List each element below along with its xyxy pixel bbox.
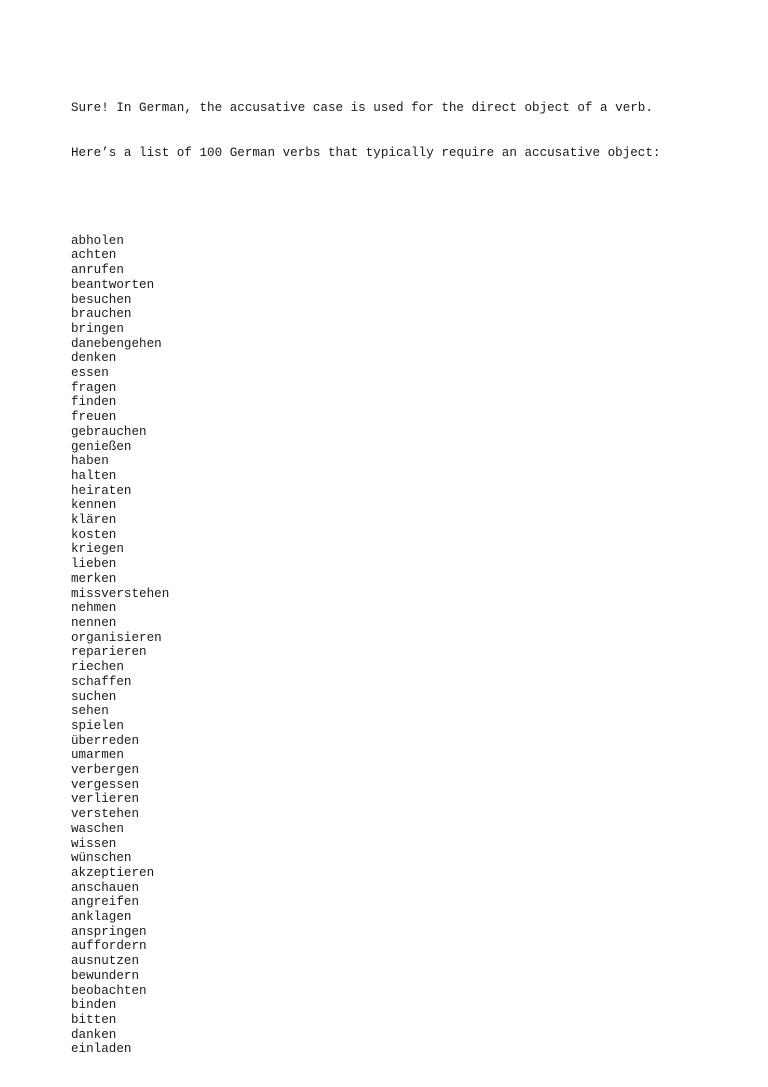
verb-item: beobachten [71,983,147,998]
verb-item: heiraten [71,483,132,498]
verb-item: genießen [71,439,132,454]
verb-item: bewundern [71,968,140,983]
verb-item: akzeptieren [71,865,155,880]
verb-item: danken [71,1027,117,1042]
verb-item: abholen [71,233,124,248]
verb-item: vergessen [71,777,140,792]
verb-item: suchen [71,689,117,704]
verb-item: bringen [71,321,124,336]
verb-item: nennen [71,616,117,630]
verb-list [71,234,660,1057]
verb-item: sehen [71,704,109,719]
verb-item: klären [71,513,117,528]
verb-item: wünschen [71,851,132,866]
verb-item: wissen [71,836,117,851]
document-text [71,72,660,1087]
verb-item: nehmen [71,601,117,616]
verb-item: merken [71,571,117,586]
verb-item: bitten [71,1012,117,1027]
verb-item: missverstehen [71,586,170,601]
verb-item: beantworten [71,277,155,292]
verb-item: verstehen [71,807,140,822]
verb-item: achten [71,248,117,263]
verb-item: angreifen [71,895,140,910]
verb-item: riechen [71,660,124,675]
verb-item: anschauen [71,880,140,895]
verb-item: kennen [71,498,117,513]
verb-item: auffordern [71,939,147,954]
verb-item: brauchen [71,307,132,322]
verb-item: überreden [71,733,140,748]
verb-item: danebengehen [71,336,162,351]
verb-item: verbergen [71,763,140,778]
verb-item: verlieren [71,792,140,807]
verb-item: fragen [71,380,117,395]
verb-item: kriegen [71,542,124,557]
verb-item: kosten [71,527,117,542]
intro-line-2: Here’s a list of 100 German verbs that typically require an accusative object: [71,145,661,160]
verb-item: anklagen [71,910,132,925]
verb-item: essen [71,366,109,381]
verb-item: denken [71,351,117,366]
verb-item: waschen [71,821,124,836]
verb-item: anspringen [71,924,147,939]
verb-item: finden [71,395,117,410]
verb-item: ausnutzen [71,954,140,969]
verb-item: lieben [71,557,117,572]
intro-line-1: Sure! In German, the accusative case is used for the direct object of a verb. [71,101,653,116]
verb-item: halten [71,468,117,483]
verb-item: reparieren [71,645,147,660]
verb-item: spielen [71,718,124,733]
verb-item: besuchen [71,292,132,307]
verb-item: anrufen [71,263,124,278]
verb-item: binden [71,998,117,1013]
verb-item: organisieren [71,630,162,645]
blank-line [71,190,660,205]
verb-item: haben [71,454,109,469]
verb-item: umarmen [71,748,124,763]
verb-item: schaffen [71,674,132,689]
verb-item: einladen [71,1042,132,1057]
verb-item: gebrauchen [71,424,147,439]
verb-item: freuen [71,410,117,425]
